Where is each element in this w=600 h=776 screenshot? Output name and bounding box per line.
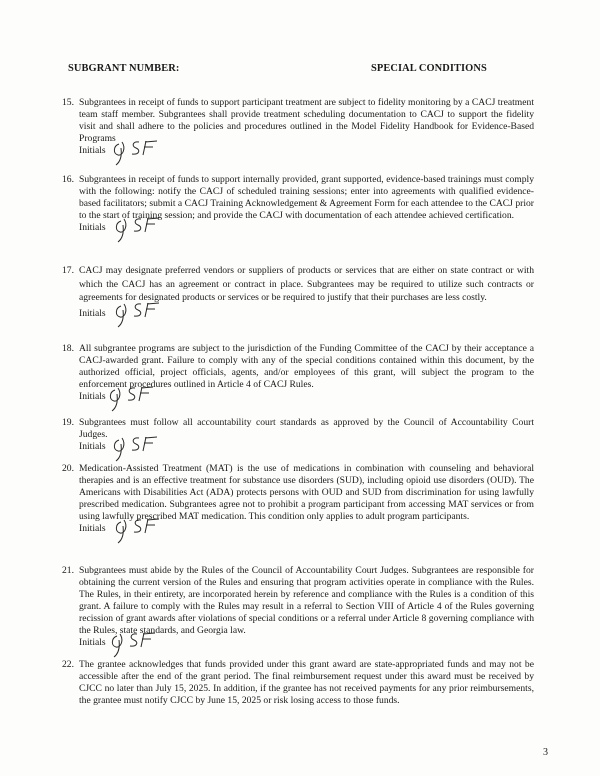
signature-initials-icon <box>105 382 163 412</box>
initials-line <box>79 523 534 535</box>
condition-19 <box>62 417 534 453</box>
condition-15 <box>62 97 534 157</box>
condition-number: 19. <box>62 417 74 428</box>
initials-label: Initials <box>79 307 106 319</box>
page-number: 3 <box>543 747 548 758</box>
signature-initials-icon <box>111 213 169 243</box>
initials-label: Initials <box>79 145 106 156</box>
signature-initials-icon <box>107 628 165 658</box>
initials-label: Initials <box>79 391 106 402</box>
condition-text: All subgrantee programs are subject to the jurisdiction of the Funding Committee of the CACJ by their acceptance a CACJ-awarded grant. Failure to comply with any of the special conditions contained within this document, by the authorized official, project officials, agents, and/or employees of this grant, will subject the program to the enforcement procedures outlined in Article 4 of CACJ Rules. <box>79 343 534 390</box>
initials-line <box>79 637 534 649</box>
condition-text: Subgrantees must follow all accountability court standards as approved by the Council of Accountability Court Judges. <box>79 417 534 440</box>
initials-line <box>79 307 534 319</box>
initials-line <box>79 222 534 234</box>
condition-number: 15. <box>62 97 74 108</box>
condition-20 <box>62 463 534 535</box>
condition-18 <box>62 343 534 403</box>
initials-line <box>79 391 534 403</box>
signature-initials-icon <box>111 298 169 328</box>
condition-text: Subgrantees must abide by the Rules of the Council of Accountability Court Judges. Subgrantees are responsible for obtaining the current version of the Rules and ensuring that program activities operate in compliance with the Rules. The Rules, in their entirety, are incorporated herein by reference and compliance with the Rules is a condition of this grant. A failure to comply with the Rules may result in a referral to Section VIII of Article 4 of the Rules governing recission of grant awards after violations of special conditions or a referral under Article 8 governing compliance with the Rules, state standards, and Georgia law. <box>79 565 534 636</box>
condition-text: The grantee acknowledges that funds provided under this grant award are state-appropriated funds and may not be accessible after the end of the grant period. The final reimbursement request under this award must be received by CJCC no later than July 15, 2025. In addition, if the grantee has not received payments for any prior reimbursements, the grantee must notify CJCC by June 15, 2025 or risk losing access to those funds. <box>79 659 534 706</box>
condition-text: Subgrantees in receipt of funds to support internally provided, grant supported, evidence-based trainings must comply with the following: notify the CACJ of scheduled training sessions; enter into agreements with qualified evidence-based facilitators; submit a CACJ Training Acknowledgement & Agreement Form for each attendee to the CACJ prior to the start of training session; and provide the CACJ with documentation of each attendee achieved certification. <box>79 174 534 221</box>
condition-number: 17. <box>62 265 74 276</box>
condition-22 <box>62 659 534 707</box>
condition-number: 18. <box>62 343 74 354</box>
condition-number: 20. <box>62 463 74 474</box>
special-conditions-title: SPECIAL CONDITIONS <box>371 63 487 74</box>
condition-number: 16. <box>62 174 74 185</box>
condition-17 <box>62 264 534 319</box>
condition-text: CACJ may designate preferred vendors or suppliers of products or services that are either on state contract or with which the CACJ has an agreement or contract in place. Subgrantees may be required to utilize such contracts or agreements for designated products or services or be required to justify that their purchases are less costly. <box>79 265 534 304</box>
initials-label: Initials <box>79 637 106 648</box>
signature-initials-icon <box>109 432 167 462</box>
condition-text: Medication-Assisted Treatment (MAT) is the use of medications in combination with counseling and behavioral therapies and is an effective treatment for substance use disorders (SUD), including opioid use disorders (OUD). The Americans with Disabilities Act (ADA) protects persons with OUD and SUD from discrimination for using lawfully prescribed medication. Subgrantees agree not to prohibit a program participant from accessing MAT services or from using lawfully prescribed MAT medication. This condition only applies to adult program participants. <box>79 463 534 522</box>
initials-line <box>79 145 534 157</box>
condition-21 <box>62 565 534 649</box>
signature-initials-icon <box>109 136 167 166</box>
signature-initials-icon <box>111 514 169 544</box>
condition-16 <box>62 174 534 234</box>
subgrant-number-label: SUBGRANT NUMBER: <box>68 63 180 74</box>
condition-number: 22. <box>62 659 74 670</box>
initials-label: Initials <box>79 441 106 452</box>
condition-number: 21. <box>62 565 74 576</box>
initials-label: Initials <box>79 222 106 233</box>
initials-label: Initials <box>79 523 106 534</box>
condition-text: Subgrantees in receipt of funds to support participant treatment are subject to fidelity monitoring by a CACJ treatment team staff member. Subgrantees shall provide treatment scheduling documentation to CACJ to support the fidelity visit and shall adhere to the policies and procedures outlined in the Model Fidelity Handbook for Evidence-Based Programs <box>79 97 534 144</box>
initials-line <box>79 441 534 453</box>
